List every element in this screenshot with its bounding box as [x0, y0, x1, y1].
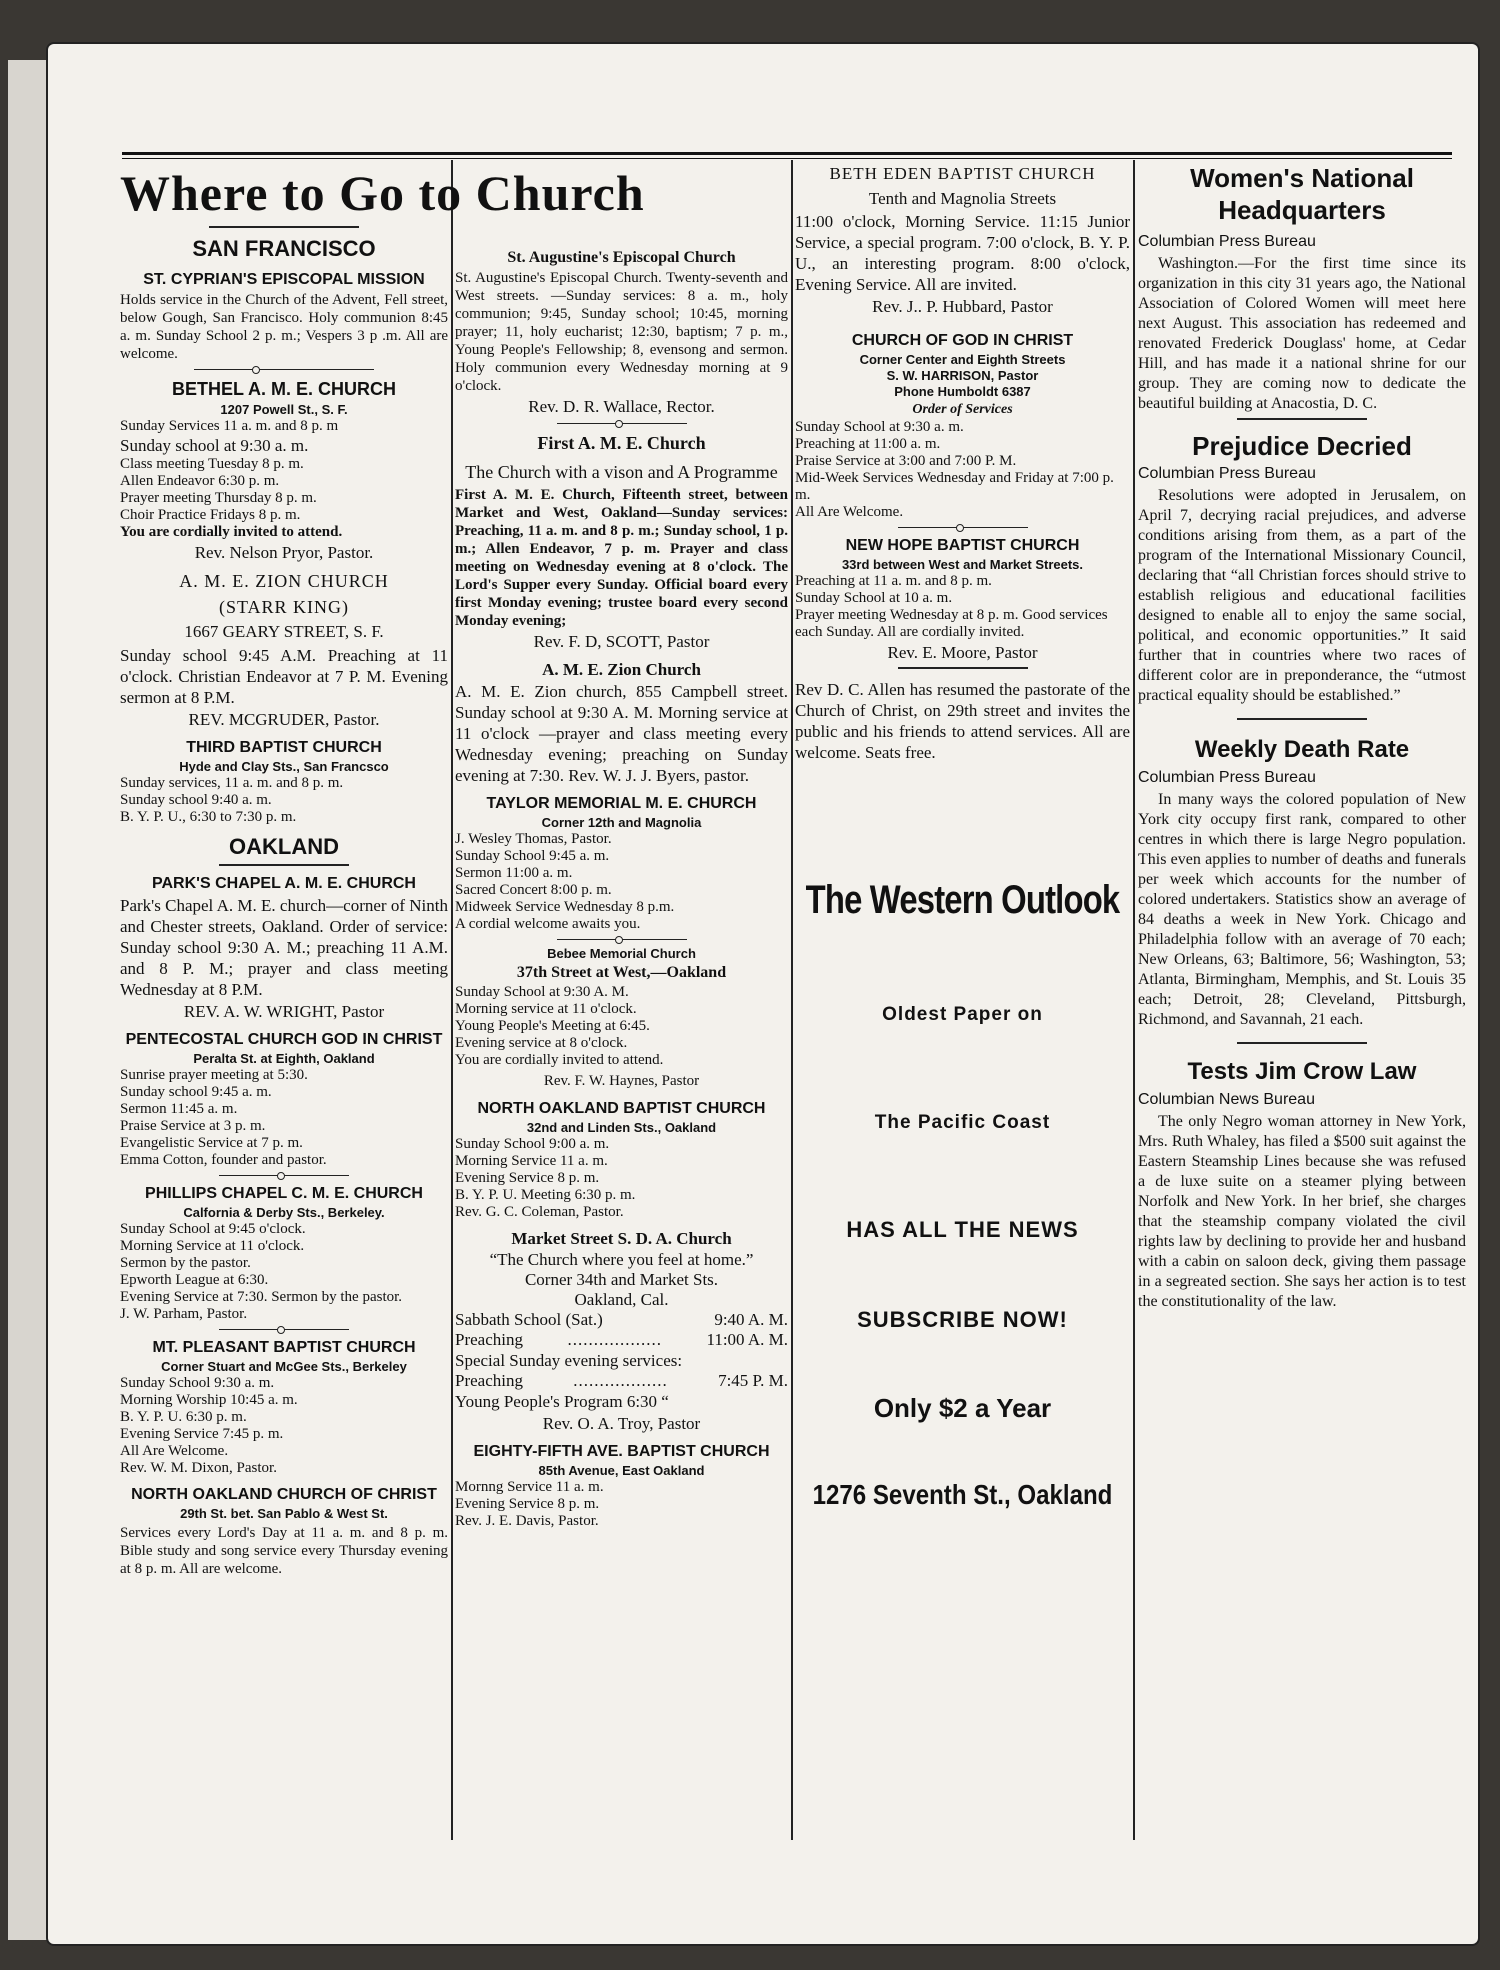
church-title: NORTH OAKLAND BAPTIST CHURCH [477, 1100, 766, 1117]
column-4 [1138, 162, 1466, 1314]
church-body: Holds service in the Church of the Advent, Fell street, below Gough, San Francisco. Holy communion 8:45 a. m. Sunday School 2 p. m.; Vespers 3 p .m. All are welcome. [120, 292, 448, 362]
service-line: Rev. W. M. Dixon, Pastor. [120, 1460, 277, 1476]
service-line: A cordial welcome awaits you. [455, 916, 641, 932]
ad-address: 1276 Seventh St., Oakland [812, 1479, 1113, 1510]
service-line: Sunday School at 9:30 A. M. [455, 984, 629, 1000]
service-line: Praise Service at 3 p. m. [120, 1118, 266, 1134]
service-line: Preaching at 11:00 a. m. [795, 436, 941, 452]
church-title: First A. M. E. Church [537, 433, 706, 453]
column-rule-3 [1133, 160, 1135, 1840]
service-line: Sunday School at 9:45 o'clock. [120, 1221, 306, 1237]
church-title: PENTECOSTAL CHURCH GOD IN CHRIST [125, 1031, 443, 1048]
church-tagline: The Church with a vison and A Programme [465, 462, 778, 482]
church-address: 29th St. bet. San Pablo & West St. [180, 1506, 388, 1521]
pastor-name: Rev. J.. P. Hubbard, Pastor [872, 297, 1053, 316]
spacer [795, 1423, 1130, 1479]
schedule-row [455, 1371, 788, 1391]
service-line: Class meeting Tuesday 8 p. m. [120, 456, 304, 472]
section-underline [219, 864, 349, 866]
service-line: Sunday School 9:45 a. m. [455, 848, 610, 864]
schedule-time: 7:45 P. M. [718, 1371, 788, 1390]
church-title: NEW HOPE BAPTIST CHURCH [845, 537, 1080, 554]
church-title: NORTH OAKLAND CHURCH OF CHRIST [131, 1486, 437, 1503]
spacer [795, 923, 1130, 1003]
service-line: You are cordially invited to attend. [455, 1052, 664, 1068]
pastor-name: Rev. F. D, SCOTT, Pastor [533, 632, 710, 651]
service-line: Praise Service at 3:00 and 7:00 P. M. [795, 453, 1017, 469]
service-line: Sunday Services 11 a. m. and 8 p. m [120, 418, 339, 434]
church-title: PHILLIPS CHAPEL C. M. E. CHURCH [145, 1185, 423, 1202]
service-line: Evangelistic Service at 7 p. m. [120, 1135, 303, 1151]
pastor-name: REV. MCGRUDER, Pastor. [188, 710, 380, 729]
church-body: A. M. E. Zion church, 855 Campbell street. Sunday school at 9:30 A. M. Morning service at 11 o'clock —prayer and class meeting every Wednesday evening; preaching on Sunday evening at 7:30. Rev. W. J. J. Byers, pastor. [455, 682, 788, 785]
pastor-name: S. W. HARRISON, Pastor [886, 368, 1039, 383]
leader-dots: .................. [567, 1330, 662, 1349]
article-rule [1237, 1042, 1367, 1044]
church-title: St. Augustine's Episcopal Church [507, 249, 736, 266]
service-line: Evening service at 8 o'clock. [455, 1035, 628, 1051]
church-address: 33rd between West and Market Streets. [841, 557, 1084, 572]
ad-line: Only $2 a Year [873, 1393, 1052, 1423]
service-line: Sunday services, 11 a. m. and 8 p. m. [120, 775, 344, 791]
article-body: In many ways the colored population of New York city occupy first rank, compared to other centres in which there is large Negro population. This even applies to number of deaths and funerals per week which accounts for the number of colored undertakers. Statistics show an average of 84 deaths a week in New York. Chicago and Philadelphia follow with an average of 70 each; New Orleans, 63; Baltimore, 56; Washington, 53; Atlanta, Birmingham, Memphis, and St. Louis 35 each; Detroit, 28; Cleveland, Pittsburgh, Richmond, and Savannah, 21 each. [1138, 791, 1466, 1028]
section-underline [898, 667, 1028, 669]
church-title: ST. CYPRIAN'S EPISCOPAL MISSION [143, 271, 425, 288]
church-address: 1667 GEARY STREET, S. F. [184, 622, 384, 641]
article-byline: Columbian Press Bureau [1138, 465, 1316, 482]
church-address: Calfornia & Derby Sts., Berkeley. [183, 1205, 385, 1220]
church-title: PARK'S CHAPEL A. M. E. CHURCH [152, 875, 416, 892]
schedule-label: Preaching [455, 1330, 523, 1349]
schedule-time: 11:00 A. M. [706, 1330, 788, 1349]
church-title: TAYLOR MEMORIAL M. E. CHURCH [486, 795, 757, 812]
pastor-name: Rev. Nelson Pryor, Pastor. [194, 543, 374, 562]
schedule-note: Special Sunday evening services: [455, 1351, 683, 1370]
notice-body: Rev D. C. Allen has resumed the pastorate of the Church of Christ, on 29th street and invites the public and his friends to attend services. All are welcome. Seats free. [795, 680, 1130, 762]
service-line: Emma Cotton, founder and pastor. [120, 1152, 327, 1168]
service-line: Rev. J. E. Davis, Pastor. [455, 1513, 599, 1529]
service-line: Prayer meeting Wednesday at 8 p. m. Good services each Sunday. All are cordially invited. [795, 607, 1108, 640]
service-line: B. Y. P. U. Meeting 6:30 p. m. [455, 1187, 636, 1203]
schedule-label: Preaching [455, 1371, 523, 1390]
pastor-name: Rev. O. A. Troy, Pastor [542, 1414, 701, 1433]
masthead-underline [209, 226, 359, 228]
service-line: Evening Service at 7:30. Sermon by the pastor. [120, 1289, 403, 1305]
column-2 [455, 240, 788, 1530]
column-3 [795, 162, 1130, 1511]
pastor-name: Rev. D. R. Wallace, Rector. [528, 397, 715, 416]
church-body: Park's Chapel A. M. E. church—corner of Ninth and Chester streets, Oakland. Order of service: Sunday school 9:30 A. M.; preaching 11 A.M. and 8 P. M.; prayer and class meeting Wednesday at 8 P.M. [120, 896, 448, 999]
service-line: Midweek Service Wednesday 8 p.m. [455, 899, 675, 915]
church-address: 37th Street at West,—Oakland [516, 964, 727, 981]
church-phone: Phone Humboldt 6387 [894, 384, 1031, 399]
section-san-francisco: SAN FRANCISCO [192, 236, 376, 261]
article-rule [1237, 418, 1367, 420]
service-line: Epworth League at 6:30. [120, 1272, 269, 1288]
service-line: Morning Worship 10:45 a. m. [120, 1392, 298, 1408]
service-line: Evening Service 8 p. m. [455, 1496, 600, 1512]
order-heading: Order of Services [912, 402, 1013, 417]
church-address: Hyde and Clay Sts., San Francsco [179, 759, 389, 774]
article-title: Tests Jim Crow Law [1187, 1058, 1417, 1085]
church-address: Corner 34th and Market Sts. [524, 1270, 719, 1289]
column-rule-1 [451, 160, 453, 1840]
ad-line: SUBSCRIBE NOW! [857, 1307, 1068, 1332]
service-line: Morning service at 11 o'clock. [455, 1001, 637, 1017]
church-body: Sunday school 9:45 A.M. Preaching at 11 o'clock. Christian Endeavor at 7 P. M. Evening sermon at 8 P.M. [120, 646, 448, 707]
church-address: Peralta St. at Eighth, Oakland [193, 1051, 375, 1066]
article-byline: Columbian Press Bureau [1138, 233, 1316, 250]
church-title: A. M. E. Zion Church [542, 660, 701, 679]
pastor-name: Rev. F. W. Haynes, Pastor [543, 1073, 700, 1089]
service-line: Prayer meeting Thursday 8 p. m. [120, 490, 317, 506]
service-line: Evening Service 7:45 p. m. [120, 1426, 284, 1442]
church-title: Market Street S. D. A. Church [511, 1229, 732, 1248]
church-title: BETH EDEN BAPTIST CHURCH [829, 164, 1096, 183]
pastor-name: Rev. E. Moore, Pastor [887, 643, 1038, 662]
church-body: First A. M. E. Church, Fifteenth street, between Market and West, Oakland—Sunday services: Preaching, 11 a. m. and 8 p. m.; Sunday school, 1 p. m.; Allen Endeavor, 7 p. m. Prayer and class meeting on Wednesday evening at 8 o'clock. The Lord's Supper every Sunday. Official board every first Monday evening; trustee board every second Monday evening; [455, 487, 788, 629]
section-oakland: OAKLAND [229, 834, 339, 859]
separator [219, 1175, 349, 1176]
ad-line: Oldest Paper on [882, 1004, 1043, 1025]
church-title: Bebee Memorial Church [547, 946, 696, 961]
schedule-row [455, 1310, 788, 1330]
schedule-row [455, 1330, 788, 1350]
service-line: Sunday School 9:30 a. m. [120, 1375, 275, 1391]
leader-dots: .................. [573, 1371, 668, 1390]
article-byline: Columbian Press Bureau [1138, 769, 1316, 786]
separator [557, 939, 687, 940]
schedule-label: Sabbath School (Sat.) [455, 1310, 603, 1329]
service-line: Choir Practice Fridays 8 p. m. [120, 507, 301, 523]
service-line: Young People's Meeting at 6:45. [455, 1018, 650, 1034]
church-body: Services every Lord's Day at 11 a. m. and 8 p. m. Bible study and song service every Thursday evening at 8 p. m. All are welcome. [120, 1525, 448, 1577]
service-line: J. Wesley Thomas, Pastor. [455, 831, 612, 847]
service-line: Mid-Week Services Wednesday and Friday at 7:00 p. m. [795, 470, 1114, 503]
church-city: Oakland, Cal. [574, 1290, 669, 1309]
article-byline: Columbian News Bureau [1138, 1091, 1315, 1108]
church-title: A. M. E. ZION CHURCH [179, 571, 389, 591]
spacer [795, 765, 1130, 877]
service-line: All Are Welcome. [795, 504, 904, 520]
spacer [795, 1135, 1130, 1217]
service-line: Allen Endeavor 6:30 p. m. [120, 473, 280, 489]
service-line: Sermon 11:00 a. m. [455, 865, 573, 881]
pastor-name: REV. A. W. WRIGHT, Pastor [183, 1002, 385, 1021]
church-title: BETHEL A. M. E. CHURCH [171, 379, 396, 399]
church-address: Corner Center and Eighth Streets [859, 352, 1066, 367]
spacer [795, 1243, 1130, 1307]
service-line: Sunday school at 9:30 a. m. [120, 436, 309, 455]
schedule-time: 9:40 A. M. [714, 1310, 788, 1329]
article-rule [1237, 718, 1367, 720]
spacer [795, 1027, 1130, 1111]
service-line: Morning Service 11 a. m. [455, 1153, 608, 1169]
spacer [795, 1333, 1130, 1393]
separator [557, 423, 687, 424]
church-address: Corner 12th and Magnolia [541, 815, 702, 830]
church-title: MT. PLEASANT BAPTIST CHURCH [152, 1339, 416, 1356]
top-rule-thin [122, 158, 1452, 159]
church-address: 1207 Powell St., S. F. [220, 402, 348, 417]
church-address: 32nd and Linden Sts., Oakland [526, 1120, 717, 1135]
service-line: B. Y. P. U., 6:30 to 7:30 p. m. [120, 809, 297, 825]
service-line: Sunday School at 10 a. m. [795, 590, 953, 606]
service-line: Morning Service at 11 o'clock. [120, 1238, 305, 1254]
church-address: 85th Avenue, East Oakland [538, 1463, 705, 1478]
church-address: Corner Stuart and McGee Sts., Berkeley [161, 1359, 407, 1374]
article-body: The only Negro woman attorney in New York, Mrs. Ruth Whaley, has filed a $500 suit against the Eastern Steamship Lines because she was refused a de luxe suite on a steamer plying between Norfolk and New York. In her brief, she charges that the steamship company violated the civil rights law by declining to provide her and husband with a cabin on saloon deck, giving them passage in a segreated section. She says her action is to test the constitutionality of the law. [1138, 1113, 1466, 1310]
service-line: You are cordially invited to attend. [120, 524, 343, 540]
service-line: Sunday School at 9:30 a. m. [795, 419, 964, 435]
separator [219, 1329, 349, 1330]
service-line: J. W. Parham, Pastor. [120, 1306, 248, 1322]
church-title: THIRD BAPTIST CHURCH [186, 739, 382, 756]
service-line: All Are Welcome. [120, 1443, 229, 1459]
article-title: Prejudice Decried [1192, 431, 1412, 461]
column-rule-2 [791, 160, 793, 1840]
church-body: 11:00 o'clock, Morning Service. 11:15 Junior Service, a special program. 7:00 o'clock, B. Y. P. U., an interesting program. 8:00 o'clock, Evening Service. All are invited. [795, 212, 1130, 294]
service-line: Mornng Service 11 a. m. [455, 1479, 604, 1495]
church-address: Tenth and Magnolia Streets [868, 189, 1057, 208]
church-title: CHURCH OF GOD IN CHRIST [851, 332, 1074, 349]
ad-line: The Pacific Coast [874, 1112, 1051, 1133]
service-line: Sermon by the pastor. [120, 1255, 251, 1271]
masthead: Where to Go to Church [120, 165, 645, 221]
church-tagline: “The Church where you feel at home.” [489, 1250, 754, 1269]
service-line: Sunday School 9:00 a. m. [455, 1136, 610, 1152]
service-line: B. Y. P. U. 6:30 p. m. [120, 1409, 247, 1425]
article-body: Resolutions were adopted in Jerusalem, on April 7, decrying racial prejudices, and adverse conditions arising from them, as a part of the program of the International Missionary Council, declaring that “all Christian forces should strive to establish religious and educational facilities designed to enable all to enjoy the same social, political, and economic opportunities.” It said further that in countries where two races of different color are in preponderance, the “utmost practical equality should be established.” [1138, 487, 1466, 704]
ad-line: HAS ALL THE NEWS [846, 1217, 1079, 1242]
article-title: Women's National Headquarters [1190, 163, 1414, 225]
service-line: Sunrise prayer meeting at 5:30. [120, 1067, 308, 1083]
church-body: St. Augustine's Episcopal Church. Twenty-seventh and West streets. —Sunday services: 8 a. m., holy communion; 9:45, Sunday school; 10:45, morning prayer; 11, holy eucharist; 12:30, baptism; 7 p. m., Young People's Fellowship; 8, evensong and sermon. Holy communion every Wednesday morning at 9 o'clock. [455, 270, 788, 394]
church-title: EIGHTY-FIFTH AVE. BAPTIST CHURCH [473, 1443, 770, 1460]
service-line: Evening Service 8 p. m. [455, 1170, 600, 1186]
article-title: Weekly Death Rate [1194, 736, 1410, 763]
service-line: Sunday school 9:45 a. m. [120, 1084, 272, 1100]
service-line: Preaching at 11 a. m. and 8 p. m. [795, 573, 992, 589]
separator [898, 527, 1028, 528]
binder-edge [8, 60, 52, 1940]
top-rule [122, 152, 1452, 155]
ad-title: The Western Outlook [805, 878, 1120, 922]
service-line: Sermon 11:45 a. m. [120, 1101, 238, 1117]
schedule-note: Young People's Program 6:30 “ [455, 1392, 669, 1411]
service-line: Sacred Concert 8:00 p. m. [455, 882, 612, 898]
service-line: Sunday school 9:40 a. m. [120, 792, 272, 808]
service-line: Rev. G. C. Coleman, Pastor. [455, 1204, 624, 1220]
church-subtitle: (STARR KING) [218, 597, 350, 617]
separator [194, 369, 374, 370]
article-body: Washington.—For the first time since its organization in this city 31 years ago, the National Association of Colored Women will meet here next August. This association has redeemed and renovated Frederick Douglass' home, at Cedar Hill, and has made it a national shrine for our group. They are coming now to dedicate the beautiful building at Anacostia, D. C. [1138, 255, 1466, 412]
